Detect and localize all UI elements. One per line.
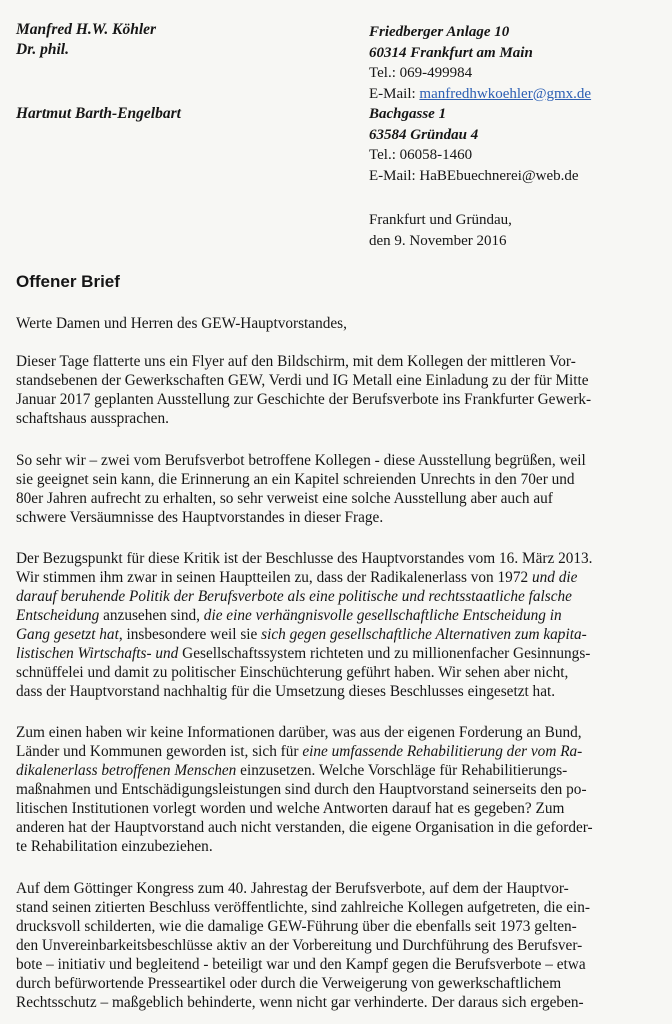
text-run: , insbesondere weil sie (118, 626, 262, 643)
text-line: So sehr wir – zwei vom Berufsverbot betroffene Kollegen - diese Ausstellung begrüßen, weil (16, 452, 586, 469)
text-run: Länder und Kommunen geworden ist, sich für (16, 743, 303, 760)
date: den 9. November 2016 (369, 232, 507, 249)
address2-tel: Tel.: 06058-1460 (369, 147, 473, 163)
paragraph-5 (16, 879, 660, 1012)
text-line: Zum einen haben wir keine Informationen darüber, was aus der eigenen Forderung an Bund, (16, 724, 582, 741)
sender1-block (16, 20, 156, 60)
text-line: litischen Institutionen vorlegt worden und welche Antworten darauf hat es gegeben? Zum (16, 800, 565, 817)
text-line: schnüffelei und damit zu politischer Einschüchterung geführt haben. Wir sehen aber nicht, (16, 664, 569, 681)
text-line: drucksvoll schilderten, wie die damalige GEW-Führung über die ebenfalls seit 1973 gelten- (16, 918, 577, 935)
italic-run: eine umfassende Rehabilitierung der vom Ra- (302, 743, 583, 760)
text-line: Rechtsschutz – maßgeblich behinderte, wenn nicht gar verhinderte. Der daraus sich ergeben- (16, 994, 584, 1011)
address1-email-line (369, 84, 591, 105)
text-run: einzusetzen. Welche Vorschläge für Rehabilitierungs- (236, 762, 568, 779)
address2-email-line (369, 166, 591, 187)
address2-email: HaBEbuechnerei@web.de (419, 167, 579, 184)
text-line: schaftshaus aussprachen. (16, 410, 169, 427)
text-line: maßnahmen und Entschädigungsleistungen sind durch den Hauptvorstand seinerseits den po- (16, 781, 587, 798)
text-run: Wir stimmen ihm zwar in seinen Hauptteilen zu, dass der Radikalenerlass von 1972 (16, 569, 532, 586)
paragraph-1 (16, 352, 660, 428)
paragraph-2 (16, 451, 660, 527)
italic-run: Gang gesetzt hat (16, 626, 119, 643)
text-line (16, 761, 660, 780)
address-block (369, 22, 591, 186)
text-line: schwere Versäumnisse des Hauptvorstandes in dieser Frage. (16, 509, 384, 526)
text-run: anzusehen sind, (99, 607, 204, 624)
paragraph-4 (16, 723, 660, 856)
text-line (16, 606, 660, 625)
text-line: durch befürwortende Presseartikel oder durch die Verweigerung von gewerkschaftlichem (16, 975, 562, 992)
text-line: standsebenen der Gewerkschaften GEW, Verdi und IG Metall eine Einladung zu der für Mitte (16, 372, 589, 389)
text-line: dass der Hauptvorstand nachhaltig für die Umsetzung dieses Beschlusses eingesetzt hat. (16, 683, 556, 700)
paragraph-3 (16, 549, 660, 701)
text-line: 80er Jahren aufrecht zu erhalten, so sehr verweist eine solche Ausstellung aber auch auf (16, 490, 553, 507)
text-line: den Unvereinbarkeitsbeschlüsse aktiv an der Vorbereitung und Durchführung des Berufsver- (16, 937, 583, 954)
italic-run: sich gegen gesellschaftliche Alternativen zum kapita- (261, 626, 587, 643)
text-line: bote – initiativ und begleitend - beteiligt war und den Kampf gegen die Berufsverbote – etwa (16, 956, 586, 973)
address2-city: 63584 Gründau 4 (369, 126, 479, 143)
italic-run: listischen Wirtschafts- und (16, 645, 179, 662)
text-line (16, 568, 660, 587)
text-line: Januar 2017 geplanten Ausstellung zur Geschichte der Berufsverbote ins Frankfurter Gewerk- (16, 391, 592, 408)
salutation: Werte Damen und Herren des GEW-Hauptvorstandes, (16, 315, 347, 332)
italic-run: und die (531, 569, 578, 586)
address1-street: Friedberger Anlage 10 (369, 24, 510, 40)
email-label: E-Mail: (369, 85, 420, 102)
text-line: Der Bezugspunkt für diese Kritik ist der Beschlusse des Hauptvorstandes vom 16. März 2013. (16, 550, 593, 567)
italic-run: darauf beruhende Politik der Berufsverbote als eine politische und rechtsstaatliche falsche (16, 588, 572, 605)
text-line: Dieser Tage flatterte uns ein Flyer auf den Bildschirm, mit dem Kollegen der mittleren Vor- (16, 353, 576, 370)
text-line (16, 625, 660, 644)
place: Frankfurt und Gründau, (369, 212, 512, 228)
place-date (369, 210, 512, 251)
italic-run: dikalenerlass betroffenen Menschen (16, 762, 237, 779)
sender2-name: Hartmut Barth-Engelbart (16, 105, 181, 122)
letter-title: Offener Brief (16, 272, 120, 291)
address2-street: Bachgasse 1 (369, 106, 447, 122)
italic-run: die eine verhängnisvolle gesellschaftliche Entscheidung in (203, 607, 562, 624)
italic-run: Entscheidung (16, 607, 100, 624)
email-label: E-Mail: (369, 167, 420, 184)
address1-city: 60314 Frankfurt am Main (369, 44, 533, 61)
sender1-title: Dr. phil. (16, 41, 69, 58)
text-line: anderen hat der Hauptvorstand auch nicht verstanden, die eigene Organisation in die geforder- (16, 819, 593, 836)
address1-email-link[interactable]: manfredhwkoehler@gmx.de (419, 85, 592, 102)
text-run: Gesellschaftssystem richteten und zu millionenfacher Gesinnungs- (178, 645, 591, 662)
text-line: Auf dem Göttinger Kongress zum 40. Jahrestag der Berufsverbote, auf dem der Hauptvor- (16, 880, 569, 897)
text-line: stand seinen zitierten Beschluss veröffentlichte, sind zahlreiche Kollegen aufgetreten, die ein- (16, 899, 590, 916)
text-line: te Rehabilitation einzubeziehen. (16, 838, 213, 855)
text-line (16, 587, 660, 606)
address1-tel: Tel.: 069-499984 (369, 65, 473, 81)
text-line (16, 742, 660, 761)
text-line (16, 644, 660, 663)
text-line: sie geeignet sein kann, die Erinnerung an ein Kapitel schreienden Unrechts in den 70er und (16, 471, 575, 488)
sender1-name: Manfred H.W. Köhler (16, 21, 157, 38)
